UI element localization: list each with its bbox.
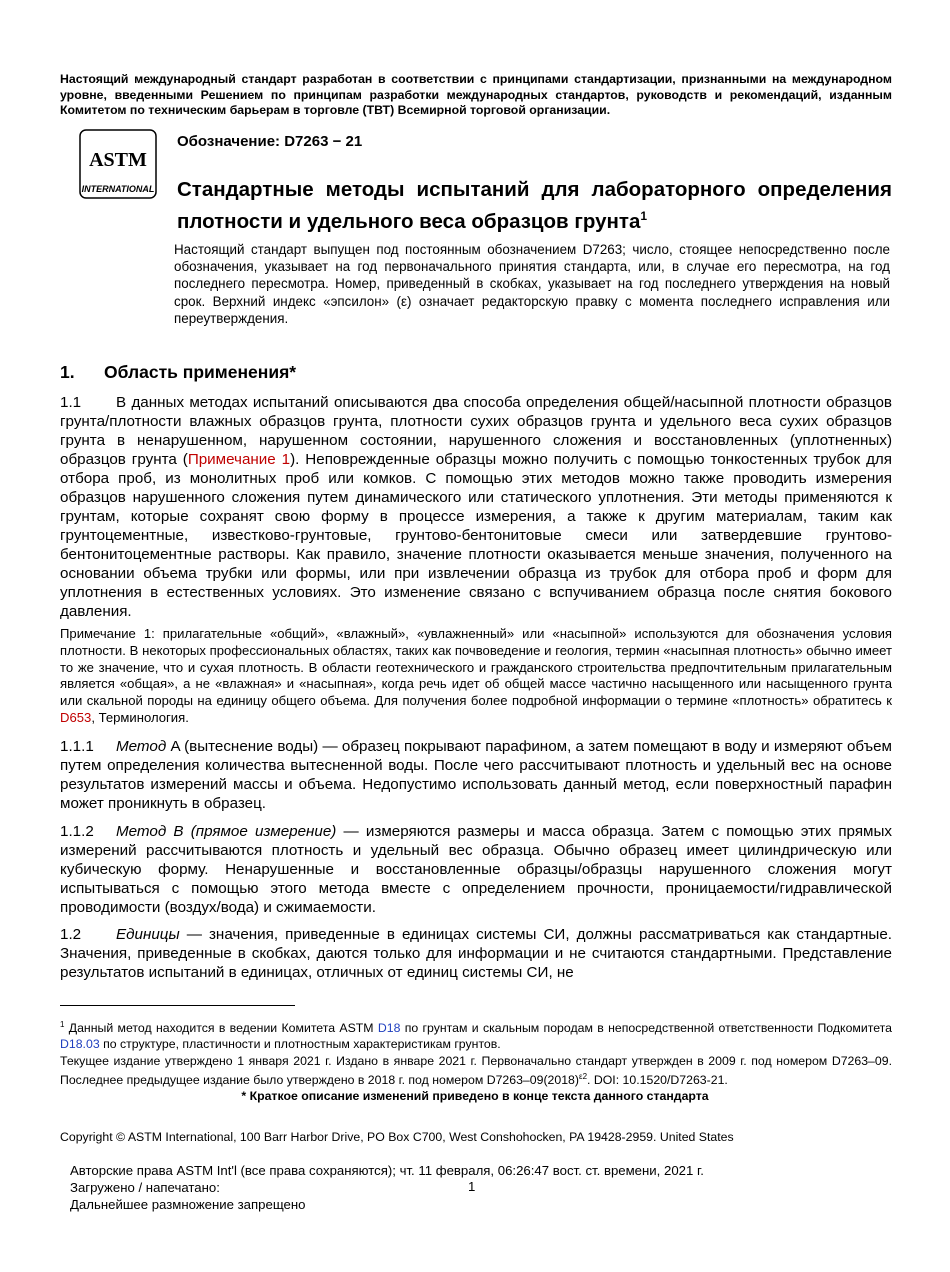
section-number: 1.: [60, 362, 75, 382]
paragraph-1-2: [60, 925, 892, 982]
rights-block: [70, 1162, 704, 1213]
footnote-text-cont: по грунтам и скальным породам в непосредственной ответственности Подкомитета: [400, 1021, 892, 1036]
paragraph-1-1-2: [60, 822, 892, 917]
logo-text-bottom: INTERNATIONAL: [81, 184, 155, 194]
astm-logo: [78, 128, 158, 200]
units-label: Единицы: [116, 926, 180, 943]
page-number: 1: [468, 1179, 476, 1194]
title-text: Стандартные методы испытаний для лабораторного определения плотности и удельного веса образцов грунта: [177, 178, 892, 233]
d18-03-link[interactable]: D18.03: [60, 1037, 100, 1052]
edition-text: Текущее издание утверждено 1 января 2021 г. Издано в январе 2021 г. Первоначально стандарт утвержден в 2009 г. под номером D7263–09. Последнее предыдущее издание было утверждено в 2018 г. под номером D7263–09(2018): [60, 1053, 892, 1087]
paragraph-1-1-1: [60, 737, 892, 813]
designation: Обозначение: D7263 − 21: [177, 133, 363, 150]
paragraph-text-cont: ). Неповрежденные образцы можно получить с помощью тонкостенных трубок для отбора проб, из монолитных проб или комков. С помощью этих методов можно также проводить измерения образцов нарушенного сложения путем динамического или статического уплотнения. Эти методы применяются к грунтам, которые сохранят свою форму в процессе измерения, а также к другим материалам, таким как грунтоцементные, известково-грунтовые, грунтово-бентонитовые смеси или затвердевшие грунтово-бентонитоцементные растворы. Как правило, значение плотности оказывается меньше значения, полученного на основании объема трубки или формы, или при извлечении образца из трубок для отбора проб и форм для уплотнения в естественных условиях. Это изменение связано с вспучиванием образца после снятия бокового давления.: [60, 451, 893, 620]
footnote-divider: [60, 1005, 295, 1006]
paragraph-number: 1.1.1: [60, 738, 94, 755]
paragraph-number: 1.1: [60, 394, 82, 411]
doi-text: . DOI: 10.1520/D7263-21.: [587, 1072, 728, 1087]
no-reproduction-line: Дальнейшее размножение запрещено: [70, 1197, 306, 1212]
paragraph-text: — значения, приведенные в единицах системы СИ, должны рассматриваться как стандартные. Значения, приведенные в скобках, даются только для информации и не считаются стандартными. Представление результатов испытаний в единицах, отличных от единиц системы СИ, не: [60, 926, 892, 981]
note-text-cont: , Терминология.: [91, 709, 189, 725]
rights-line: Авторские права ASTM Int'l (все права сохраняются); чт. 11 февраля, 06:26:47 вост. ст. времени, 2021 г.: [70, 1163, 704, 1178]
footnote-text: Данный метод находится в ведении Комитета ASTM: [64, 1021, 378, 1036]
section-title: Область применения*: [104, 362, 297, 382]
issued-under-note: Настоящий стандарт выпущен под постоянным обозначением D7263; число, стоящее непосредственно после обозначения, указывает на год первоначального принятия стандарта, или, в случае его пересмотра, на год последнего пересмотра. Номер, приведенный в скобках, указывает на год последнего утверждения на новый срок. Верхний индекс «эпсилон» (ε) означает редакторскую правку с момента последнего исправления или переутверждения.: [174, 242, 890, 326]
copyright-line: Copyright © ASTM International, 100 Barr Harbor Drive, PO Box C700, West Conshohocken, PA 19428-2959. United States: [60, 1130, 734, 1144]
changes-summary-note: * Краткое описание изменений приведено в конце текста данного стандарта: [241, 1089, 709, 1103]
standards-notice: Настоящий международный стандарт разработан в соответствии с принципами стандартизации, признанными на международном уровне, введенными Решением по принципам разработки международных стандартов, руководств и рекомендаций, изданным Комитетом по техническим барьерам в торговле (ТВТ) Всемирной торговой организации.: [60, 72, 892, 117]
epsilon-mark: ε2: [579, 1071, 588, 1081]
paragraph-text: — измеряются размеры и масса образца. Затем с помощью этих прямых измерений рассчитываются плотность и удельный вес образца. Обычно образец имеет цилиндрическую или кубическую форму. Ненарушенные и восстановленные образцы/образцы нарушенного сложения могут испытываться с помощью этого метода вместе с определением прочности, проницаемости/гидравлической проводимости (воздух/вода) и сжимаемости.: [60, 823, 892, 916]
footnote-1: [60, 1017, 892, 1088]
logo-text-top: ASTM: [89, 149, 147, 171]
method-label: Метод B (прямое измерение): [116, 823, 337, 840]
astm-logo-icon: [78, 128, 158, 200]
paragraph-number: 1.2: [60, 926, 82, 943]
footnote-text-end: по структуре, пластичности и плотностным характеристикам грунтов.: [99, 1037, 501, 1052]
paragraph-number: 1.1.2: [60, 823, 94, 840]
paragraph-text: В данных методах испытаний описываются два способа определения общей/насыпной плотности образцов грунта/плотности влажных образцов грунта, плотности сухих образцов грунта и удельного веса сухих образцов грунта в ненарушенном, нарушенном состоянии, нарушенного сложения и восстановленных (уплотненных) образцов грунта (: [60, 394, 892, 468]
document-title: [177, 177, 892, 235]
section-heading: [60, 362, 296, 383]
title-footnote-mark: 1: [640, 209, 648, 223]
downloaded-line: Загружено / напечатано:: [70, 1180, 220, 1195]
paragraph-text: A (вытеснение воды) — образец покрывают парафином, а затем помещают в воду и измеряют объем путем определения количества вытесненной воды. После чего рассчитывают плотность и удельный вес на основе результатов измерений массы и объема. Недопустимо использовать данный метод, если поверхностный парафин может проникнуть в образец.: [60, 738, 892, 812]
note-text: Примечание 1: прилагательные «общий», «влажный», «увлажненный» или «насыпной» используются для обозначения условия плотности. В некоторых профессиональных областях, таких как почвоведение и геология, термин «насыпная плотность» обычно имеет то же значение, что и сухая плотность. В области геотехнического и гражданского строительства предпочтительным прилагательным является «общая», а не «влажная» и «насыпная», когда речь идет об общей массе частично насыщенного или насыщенного грунта или скальной породы на единицу общего объема. Для получения более подробной информации о термине «плотность» обратитесь к: [60, 626, 892, 709]
note-1: [60, 626, 892, 727]
note-1-link[interactable]: Примечание 1: [187, 451, 291, 468]
footnote-mark: 1: [60, 1020, 65, 1029]
method-label: Метод: [116, 738, 167, 755]
d653-link[interactable]: D653: [60, 709, 92, 725]
paragraph-1-1: [60, 393, 892, 621]
d18-link[interactable]: D18: [377, 1021, 401, 1036]
